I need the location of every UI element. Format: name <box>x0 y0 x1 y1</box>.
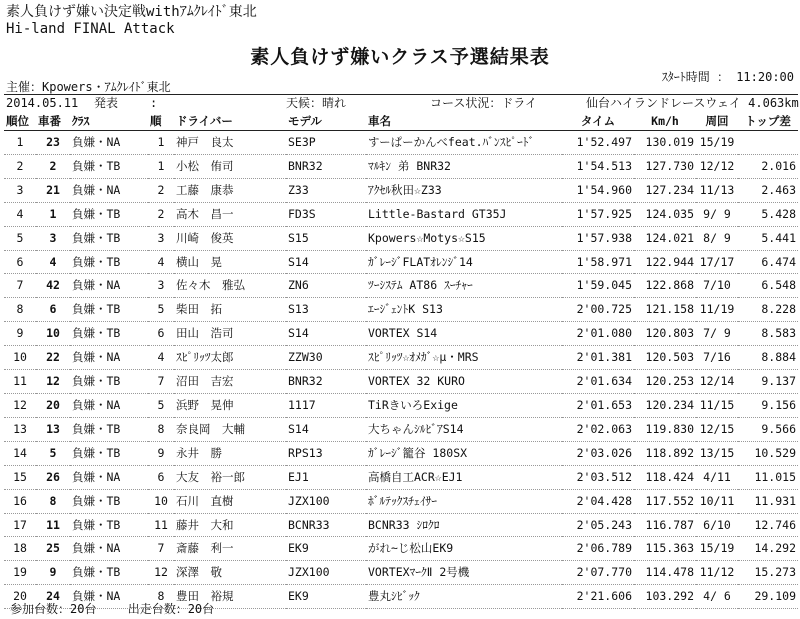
cell-model: 1117 <box>288 397 316 412</box>
cell-car-name: ｽﾋﾟﾘｯﾂ☆ｵﾒｶﾞ☆μ・MRS <box>368 350 479 365</box>
cell-class-rank: 12 <box>154 565 168 580</box>
cell-driver: 豊田 裕規 <box>176 589 234 604</box>
cell-position: 5 <box>16 230 24 245</box>
cell-laps: 8/ 9 <box>703 230 731 245</box>
cell-position: 9 <box>16 326 24 341</box>
cell-speed: 127.234 <box>645 182 694 197</box>
cell-time: 2'02.063 <box>576 421 632 436</box>
table-row <box>4 154 798 178</box>
cell-laps: 4/11 <box>703 469 731 484</box>
table-row <box>4 417 798 441</box>
table-row <box>4 202 798 226</box>
cell-class: 負嫌・TB <box>72 374 121 389</box>
cell-gap: 12.746 <box>754 517 796 532</box>
cell-model: EJ1 <box>288 469 309 484</box>
cell-time: 2'01.634 <box>576 374 632 389</box>
cell-car-number: 22 <box>46 350 60 365</box>
cell-car-name: ｴｰｼﾞｪﾝﾄK S13 <box>368 302 443 317</box>
cell-car-name: 豊丸ｼﾋﾞｯｸ <box>368 589 420 604</box>
start-time <box>662 68 794 85</box>
cell-class: 負嫌・NA <box>72 350 121 365</box>
cell-car-name: ｶﾞﾚｰｼﾞFLATｵﾚﾝｼﾞ14 <box>368 254 473 269</box>
cell-model: S13 <box>288 302 309 317</box>
cell-speed: 122.868 <box>645 278 694 293</box>
cell-speed: 114.478 <box>645 565 694 580</box>
cell-car-number: 21 <box>46 182 60 197</box>
cell-driver: 高木 昌一 <box>176 206 234 221</box>
cell-position: 10 <box>13 350 27 365</box>
cell-model: ZZW30 <box>288 350 323 365</box>
cell-speed: 124.021 <box>645 230 694 245</box>
announce-colon: : <box>150 96 158 110</box>
footer <box>10 600 238 617</box>
table-row <box>4 178 798 202</box>
cell-time: 1'54.513 <box>576 158 632 173</box>
cell-car-name: VORTEX S14 <box>368 326 438 341</box>
cell-position: 12 <box>13 397 27 412</box>
cell-model: JZX100 <box>288 493 330 508</box>
cell-position: 15 <box>13 469 27 484</box>
cell-class-rank: 4 <box>157 254 165 269</box>
cell-position: 3 <box>16 182 24 197</box>
cell-time: 2'03.026 <box>576 445 632 460</box>
cell-position: 20 <box>13 589 27 604</box>
cell-speed: 127.730 <box>645 158 694 173</box>
header-row <box>4 112 798 131</box>
cell-class-rank: 7 <box>157 541 165 556</box>
table-row <box>4 274 798 298</box>
cell-gap: 9.156 <box>761 397 796 412</box>
cell-time: 2'00.725 <box>576 302 632 317</box>
cell-position: 2 <box>16 158 24 173</box>
cell-class: 負嫌・TB <box>72 230 121 245</box>
cell-car-name: ﾎﾞﾙﾃｯｸｽﾁｪｲｻｰ <box>368 493 437 508</box>
cell-driver: 佐々木 雅弘 <box>176 278 245 293</box>
cell-model: S14 <box>288 326 309 341</box>
cell-driver: 浜野 晃伸 <box>176 397 234 412</box>
cell-class-rank: 4 <box>157 350 165 365</box>
cell-laps: 7/10 <box>703 278 731 293</box>
start-time-label: ｽﾀｰﾄ時間 <box>661 70 710 84</box>
cell-speed: 122.944 <box>645 254 694 269</box>
course-condition: コース状況：ドライ <box>430 96 538 110</box>
cell-time: 2'07.770 <box>576 565 632 580</box>
table-row <box>4 346 798 370</box>
cell-laps: 12/14 <box>699 374 735 389</box>
cell-class: 負嫌・NA <box>72 469 121 484</box>
cell-driver: 小松 侑司 <box>176 158 234 173</box>
table-row <box>4 226 798 250</box>
cell-class: 負嫌・TB <box>72 326 121 341</box>
cell-class: 負嫌・NA <box>72 397 121 412</box>
announce-label: 発表 <box>94 96 119 110</box>
cell-model: BNR32 <box>288 158 323 173</box>
cell-time: 1'57.925 <box>576 206 632 221</box>
table-row <box>4 513 798 537</box>
page-title: 素人負けず嫌いクラス予選結果表 <box>250 46 550 68</box>
cell-car-name: TiRきいろExige <box>368 397 458 412</box>
cell-position: 4 <box>16 206 24 221</box>
cell-speed: 103.292 <box>645 589 694 604</box>
cell-time: 2'04.428 <box>576 493 632 508</box>
cell-laps: 11/13 <box>699 182 735 197</box>
cell-model: S15 <box>288 230 309 245</box>
cell-class: 負嫌・NA <box>72 135 121 149</box>
cell-class: 負嫌・TB <box>72 254 121 269</box>
cell-model: ZN6 <box>288 278 309 293</box>
cell-class: 負嫌・TB <box>72 421 121 436</box>
cell-time: 2'06.789 <box>576 541 632 556</box>
cell-position: 16 <box>13 493 27 508</box>
cell-class-rank: 2 <box>157 182 165 197</box>
cell-class: 負嫌・NA <box>72 589 121 604</box>
cell-gap: 8.228 <box>761 302 796 317</box>
cell-gap: 11.931 <box>754 493 796 508</box>
cell-speed: 120.253 <box>645 374 694 389</box>
cell-class-rank: 2 <box>157 206 165 221</box>
cell-model: JZX100 <box>288 565 330 580</box>
cell-car-number: 11 <box>46 517 60 532</box>
col-car-name: 車名 <box>368 114 391 128</box>
cell-position: 7 <box>16 278 24 293</box>
table-row <box>4 441 798 465</box>
cell-gap: 5.428 <box>761 206 796 221</box>
cell-speed: 120.503 <box>645 350 694 365</box>
cell-car-name: ｶﾞﾚｰｼﾞ籠谷 180SX <box>368 445 468 460</box>
cell-car-name: ﾏﾙｷﾝ 弟 BNR32 <box>368 158 451 173</box>
cell-time: 2'01.381 <box>576 350 632 365</box>
cell-gap: 8.583 <box>761 326 796 341</box>
cell-gap: 9.137 <box>761 374 796 389</box>
cell-class: 負嫌・TB <box>72 565 121 580</box>
cell-laps: 4/ 6 <box>703 589 731 604</box>
cell-class-rank: 3 <box>157 230 165 245</box>
cell-model: BNR32 <box>288 374 323 389</box>
cell-model: Z33 <box>288 182 309 197</box>
cell-driver: 大友 裕一郎 <box>176 469 245 484</box>
event-name: 素人負けず嫌い決定戦withｱﾑｸﾚｲﾄﾞ東北 <box>6 4 257 20</box>
cell-car-number: 9 <box>49 565 57 580</box>
cell-gap: 14.292 <box>754 541 796 556</box>
table-row <box>4 537 798 561</box>
cell-driver: 石川 直樹 <box>176 493 234 508</box>
col-speed: Km/h <box>651 114 679 128</box>
cell-gap: 15.273 <box>754 565 796 580</box>
cell-gap: 6.548 <box>761 278 796 293</box>
cell-position: 13 <box>13 421 27 436</box>
cell-laps: 15/19 <box>699 135 735 149</box>
cell-gap: 9.566 <box>761 421 796 436</box>
cell-model: SE3P <box>288 135 316 149</box>
cell-position: 8 <box>16 302 24 317</box>
cell-class: 負嫌・TB <box>72 206 121 221</box>
cell-driver: 沼田 吉宏 <box>176 374 234 389</box>
cell-class-rank: 5 <box>157 302 165 317</box>
cell-car-name: VORTEX 32 KURO <box>368 374 465 389</box>
cell-time: 1'54.960 <box>576 182 632 197</box>
cell-class-rank: 10 <box>154 493 168 508</box>
cell-driver: 柴田 拓 <box>176 302 222 317</box>
cell-model: S14 <box>288 254 309 269</box>
cell-gap <box>738 131 798 155</box>
table-row <box>4 250 798 274</box>
cell-gap: 2.016 <box>761 158 796 173</box>
cell-class: 負嫌・TB <box>72 445 121 460</box>
event-subtitle: Hi-land FINAL Attack <box>6 21 175 37</box>
cell-position: 1 <box>16 135 24 149</box>
cell-time: 2'01.653 <box>576 397 632 412</box>
cell-model: BCNR33 <box>288 517 330 532</box>
cell-position: 18 <box>13 541 27 556</box>
cell-car-number: 26 <box>46 469 60 484</box>
cell-speed: 116.787 <box>645 517 694 532</box>
cell-class-rank: 6 <box>157 326 165 341</box>
cell-model: RPS13 <box>288 445 323 460</box>
cell-class: 負嫌・TB <box>72 517 121 532</box>
col-driver: ドライバー <box>176 114 233 128</box>
cell-speed: 115.363 <box>645 541 694 556</box>
table-row <box>4 465 798 489</box>
col-class: ｸﾗｽ <box>72 114 90 128</box>
cell-laps: 7/ 9 <box>703 326 731 341</box>
cell-class: 負嫌・TB <box>72 493 121 508</box>
weather: 天候：晴れ <box>286 96 347 110</box>
cell-laps: 12/12 <box>699 158 735 173</box>
cell-model: EK9 <box>288 541 309 556</box>
cell-speed: 119.830 <box>645 421 694 436</box>
cell-gap: 6.474 <box>761 254 796 269</box>
table-row <box>4 489 798 513</box>
cell-gap: 2.463 <box>761 182 796 197</box>
cell-time: 1'58.971 <box>576 254 632 269</box>
col-car-number: 車番 <box>38 114 61 128</box>
col-laps: 周回 <box>705 114 729 128</box>
cell-car-number: 23 <box>46 135 60 149</box>
cell-laps: 11/12 <box>699 565 735 580</box>
cell-driver: 川崎 俊英 <box>176 230 234 245</box>
cell-model: FD3S <box>288 206 316 221</box>
col-model: モデル <box>288 114 322 128</box>
col-gap: トップ差 <box>745 114 791 128</box>
cell-driver: 神戸 良太 <box>176 135 234 149</box>
cell-gap: 5.441 <box>761 230 796 245</box>
cell-car-name: BCNR33 ｼﾛｸﾛ <box>368 517 440 532</box>
cell-laps: 13/15 <box>699 445 735 460</box>
table-row <box>4 393 798 417</box>
start-time-value: ： 11:20:00 <box>716 70 794 84</box>
results-table <box>4 112 798 609</box>
cell-laps: 6/10 <box>703 517 731 532</box>
table-row <box>4 298 798 322</box>
cell-laps: 11/15 <box>699 397 735 412</box>
cell-time: 2'05.243 <box>576 517 632 532</box>
venue: 仙台ハイランドレースウェイ 4.063km <box>586 96 799 110</box>
cell-driver: 永井 勝 <box>176 445 222 460</box>
cell-model: EK9 <box>288 589 309 604</box>
cell-car-number: 10 <box>46 326 60 341</box>
cell-speed: 130.019 <box>645 135 694 149</box>
cell-class: 負嫌・TB <box>72 158 121 173</box>
cell-speed: 124.035 <box>645 206 694 221</box>
cell-class-rank: 7 <box>157 374 165 389</box>
table-row <box>4 322 798 346</box>
cell-laps: 17/17 <box>699 254 735 269</box>
cell-driver: ｽﾋﾟﾘｯﾂ太郎 <box>176 350 234 365</box>
cell-class-rank: 8 <box>157 589 165 604</box>
cell-driver: 深澤 敬 <box>176 565 222 580</box>
cell-car-number: 3 <box>49 230 57 245</box>
cell-position: 14 <box>13 445 27 460</box>
cell-class-rank: 6 <box>157 469 165 484</box>
cell-car-name: 高橋自工ACR☆EJ1 <box>368 469 463 484</box>
cell-car-name: Kpowers☆Motys☆S15 <box>368 230 486 245</box>
cell-driver: 斎藤 利一 <box>176 541 234 556</box>
cell-laps: 11/19 <box>699 302 735 317</box>
cell-car-number: 2 <box>49 158 57 173</box>
cell-car-number: 8 <box>49 493 57 508</box>
divider <box>4 94 798 95</box>
cell-driver: 奈良岡 大輔 <box>176 421 245 436</box>
cell-time: 1'57.938 <box>576 230 632 245</box>
cell-position: 19 <box>13 565 27 580</box>
cell-car-name: がれ~じ松山EK9 <box>368 541 454 556</box>
cell-gap: 10.529 <box>754 445 796 460</box>
cell-car-number: 20 <box>46 397 60 412</box>
organizer: 主催：Kpowers・ｱﾑｸﾚｲﾄﾞ東北 <box>6 80 171 94</box>
cell-gap: 8.884 <box>761 350 796 365</box>
cell-car-number: 42 <box>46 278 60 293</box>
cell-speed: 118.892 <box>645 445 694 460</box>
cell-time: 1'52.497 <box>576 135 632 149</box>
cell-speed: 118.424 <box>645 469 694 484</box>
cell-driver: 横山 晃 <box>176 254 222 269</box>
cell-position: 17 <box>13 517 27 532</box>
cell-time: 2'01.080 <box>576 326 632 341</box>
col-class-rank: 順 <box>150 114 162 128</box>
cell-car-number: 1 <box>49 206 57 221</box>
cell-speed: 121.158 <box>645 302 694 317</box>
cell-laps: 10/11 <box>699 493 735 508</box>
cell-car-number: 12 <box>46 374 60 389</box>
cell-class-rank: 5 <box>157 397 165 412</box>
cell-time: 1'59.045 <box>576 278 632 293</box>
table-row <box>4 370 798 394</box>
cell-laps: 9/ 9 <box>703 206 731 221</box>
cell-speed: 117.552 <box>645 493 694 508</box>
cell-class: 負嫌・NA <box>72 182 121 197</box>
col-time: タイム <box>580 114 616 128</box>
cell-class-rank: 11 <box>154 517 168 532</box>
cell-class-rank: 1 <box>157 158 165 173</box>
cell-speed: 120.234 <box>645 397 694 412</box>
cell-car-name: VORTEXﾏｰｸⅡ 2号機 <box>368 565 470 580</box>
cell-car-number: 24 <box>46 589 60 604</box>
cell-car-number: 6 <box>49 302 57 317</box>
date: 2014.05.11 <box>6 96 79 110</box>
cell-car-number: 13 <box>46 421 60 436</box>
cell-class-rank: 3 <box>157 278 165 293</box>
cell-car-name: Little-Bastard GT35J <box>368 206 507 221</box>
table-row <box>4 131 798 155</box>
cell-class-rank: 8 <box>157 421 165 436</box>
starters-count: 出走台数：20台 <box>127 602 215 616</box>
cell-time: 2'21.606 <box>576 589 632 604</box>
cell-gap: 29.109 <box>754 589 796 604</box>
cell-time: 2'03.512 <box>576 469 632 484</box>
cell-driver: 田山 浩司 <box>176 326 234 341</box>
cell-laps: 12/15 <box>699 421 735 436</box>
cell-car-number: 25 <box>46 541 60 556</box>
cell-gap: 11.015 <box>754 469 796 484</box>
cell-speed: 120.803 <box>645 326 694 341</box>
cell-position: 11 <box>13 374 27 389</box>
table-row <box>4 561 798 585</box>
cell-laps: 7/16 <box>703 350 731 365</box>
cell-class-rank: 1 <box>157 135 165 149</box>
cell-position: 6 <box>16 254 24 269</box>
cell-car-name: すーぱーかんべfeat.ﾊﾞﾝｽﾋﾟｰﾄﾞ <box>368 135 535 149</box>
cell-car-number: 4 <box>49 254 57 269</box>
cell-car-number: 5 <box>49 445 57 460</box>
cell-class: 負嫌・NA <box>72 278 121 293</box>
cell-driver: 藤井 大和 <box>176 517 234 532</box>
entries-count: 参加台数：20台 <box>10 602 97 616</box>
cell-car-name: 大ちゃんｼﾙﾋﾞｱS14 <box>368 421 464 436</box>
cell-class: 負嫌・NA <box>72 541 121 556</box>
cell-class: 負嫌・TB <box>72 302 121 317</box>
cell-laps: 15/19 <box>699 541 735 556</box>
cell-driver: 工藤 康恭 <box>176 182 234 197</box>
cell-model: S14 <box>288 421 309 436</box>
cell-car-name: ﾂｰｼｽﾃﾑ AT86 ｽｰﾁｬｰ <box>368 278 473 293</box>
col-position: 順位 <box>6 114 29 128</box>
cell-class-rank: 9 <box>157 445 165 460</box>
cell-car-name: ｱｸｾﾙ秋田☆Z33 <box>368 182 442 197</box>
